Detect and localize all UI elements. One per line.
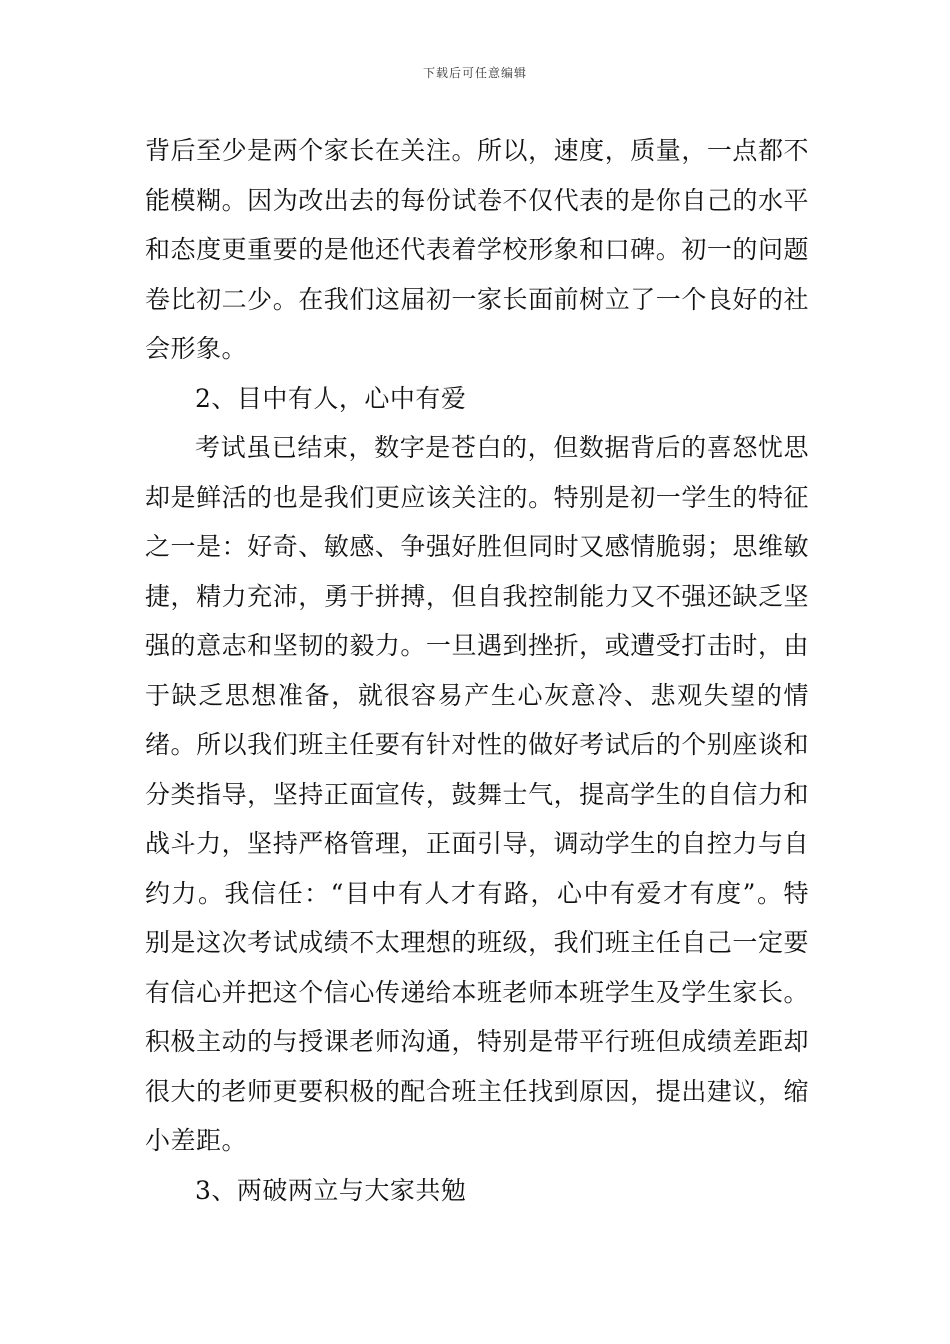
section-heading-2: 2、目中有人，心中有爱 xyxy=(195,383,467,413)
paragraph-continuation: 背后至少是两个家长在关注。所以，速度，质量，一点都不能模糊。因为改出去的每份试卷不仅代表的是你自己的水平和态度更重要的是他还代表着学校形象和口碑。初一的问题卷比初二少。在我们这届初一家长面前树立了一个良好的社会形象。 xyxy=(145,136,809,363)
paragraph-exam-reflection: 考试虽已结束，数字是苍白的，但数据背后的喜怒忧思却是鲜活的也是我们更应该关注的。特别是初一学生的特征之一是：好奇、敏感、争强好胜但同时又感情脆弱；思维敏捷，精力充沛，勇于拼搏，但自我控制能力又不强还缺乏坚强的意志和坚韧的毅力。一旦遇到挫折，或遭受打击时，由于缺乏思想准备，就很容易产生心灰意冷、悲观失望的情绪。所以我们班主任要有针对性的做好考试后的个别座谈和分类指导，坚持正面宣传，鼓舞士气，提高学生的自信力和战斗力，坚持严格管理，正面引导，调动学生的自控力与自约力。我信任：“目中有人才有路，心中有爱才有度”。特别是这次考试成绩不太理想的班级，我们班主任自己一定要有信心并把这个信心传递给本班老师本班学生及学生家长。积极主动的与授课老师沟通，特别是带平行班但成绩差距却很大的老师更要积极的配合班主任找到原因，提出建议，缩小差距。 xyxy=(145,433,809,1155)
section-heading-3: 3、两破两立与大家共勉 xyxy=(195,1175,467,1205)
page-header: 下载后可任意编辑 xyxy=(422,66,527,80)
document-body xyxy=(145,126,809,1215)
